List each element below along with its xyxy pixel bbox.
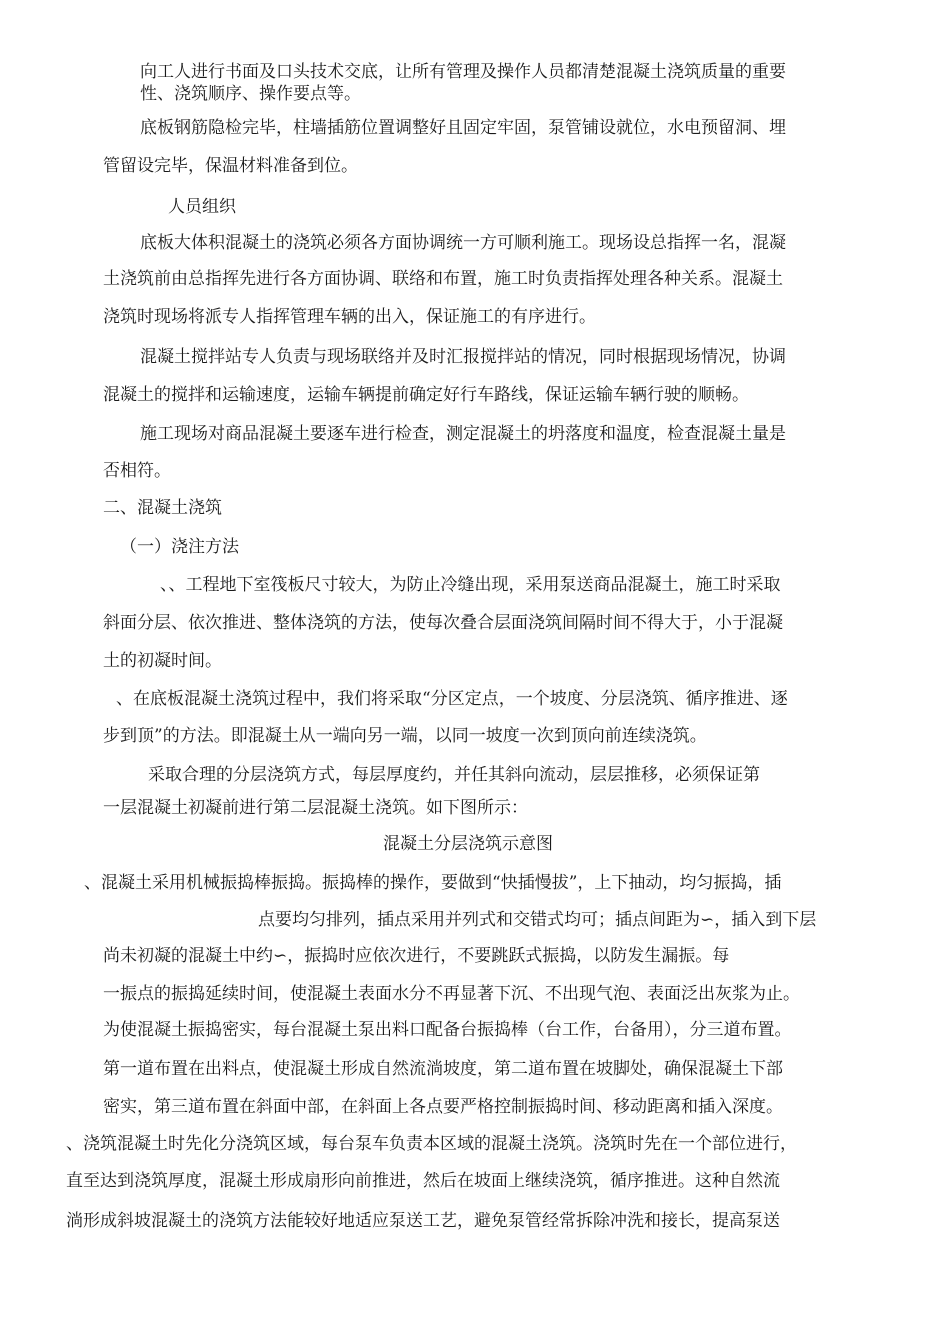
paragraph-line: 为使混凝土振捣密实，每台混凝土泵出料口配备台振捣棒（台工作，台备用），分三道布置。 bbox=[103, 1020, 792, 1040]
paragraph-line: 直至达到浇筑厚度，混凝土形成扇形向前推进，然后在坡面上继续浇筑，循序推进。这种自然流 bbox=[66, 1171, 780, 1191]
subsection-heading: （一）浇注方法 bbox=[120, 537, 239, 557]
paragraph-line: 淌形成斜坡混凝土的浇筑方法能较好地适应泵送工艺，避免泵管经常拆除冲洗和接长，提高泵送 bbox=[66, 1211, 780, 1231]
paragraph-line: 、、工程地下室筏板尺寸较大，为防止冷缝出现，采用泵送商品混凝土，施工时采取 bbox=[160, 575, 781, 595]
paragraph-line: 一层混凝土初凝前进行第二层混凝土浇筑。如下图所示： bbox=[103, 798, 528, 818]
section-heading: 二、混凝土浇筑 bbox=[103, 498, 222, 518]
paragraph-line: 否相符。 bbox=[103, 461, 171, 481]
paragraph-line: 混凝土搅拌站专人负责与现场联络并及时汇报搅拌站的情况，同时根据现场情况，协调 bbox=[140, 347, 786, 367]
paragraph-line: 一振点的振捣延续时间，使混凝土表面水分不再显著下沉、不出现气泡、表面泛出灰浆为止。 bbox=[103, 984, 800, 1004]
paragraph-line: 、浇筑混凝土时先化分浇筑区域，每台泵车负责本区域的混凝土浇筑。浇筑时先在一个部位进行， bbox=[66, 1134, 797, 1154]
paragraph-line: 密实，第三道布置在斜面中部，在斜面上各点要严格控制振捣时间、移动距离和插入深度。 bbox=[103, 1097, 783, 1117]
paragraph-line: 底板钢筋隐检完毕，柱墙插筋位置调整好且固定牢固，泵管铺设就位，水电预留洞、埋 bbox=[140, 118, 786, 138]
paragraph-line: 、在底板混凝土浇筑过程中，我们将采取“分区定点，一个坡度、分层浇筑、循序推进、逐 bbox=[116, 689, 788, 709]
figure-caption: 混凝土分层浇筑示意图 bbox=[383, 834, 553, 854]
paragraph-line: 浇筑时现场将派专人指挥管理车辆的出入，保证施工的有序进行。 bbox=[103, 307, 596, 327]
paragraph-line: 混凝土的搅拌和运输速度，运输车辆提前确定好行车路线，保证运输车辆行驶的顺畅。 bbox=[103, 385, 749, 405]
paragraph-line: 第一道布置在出料点，使混凝土形成自然流淌坡度，第二道布置在坡脚处，确保混凝土下部 bbox=[103, 1059, 783, 1079]
paragraph-line: 步到顶”的方法。即混凝土从一端向另一端，以同一坡度一次到顶向前连续浇筑。 bbox=[103, 726, 707, 746]
paragraph-line: 采取合理的分层浇筑方式，每层厚度约，并任其斜向流动，层层推移，必须保证第 bbox=[148, 765, 760, 785]
paragraph-line: 向工人进行书面及口头技术交底，让所有管理及操作人员都清楚混凝土浇筑质量的重要 bbox=[140, 62, 786, 82]
paragraph-line: 底板大体积混凝土的浇筑必须各方面协调统一方可顺利施工。现场设总指挥一名，混凝 bbox=[140, 233, 786, 253]
paragraph-line: 施工现场对商品混凝土要逐车进行检查，测定混凝土的坍落度和温度，检查混凝土量是 bbox=[140, 424, 786, 444]
paragraph-line: 管留设完毕，保温材料准备到位。 bbox=[103, 156, 358, 176]
paragraph-line: 土浇筑前由总指挥先进行各方面协调、联络和布置，施工时负责指挥处理各种关系。混凝土 bbox=[103, 269, 783, 289]
paragraph-line: 土的初凝时间。 bbox=[103, 651, 222, 671]
paragraph-line: 性、浇筑顺序、操作要点等。 bbox=[140, 84, 361, 104]
paragraph-line: 斜面分层、依次推进、整体浇筑的方法，使每次叠合层面浇筑间隔时间不得大于，小于混凝 bbox=[103, 613, 783, 633]
section-heading: 人员组织 bbox=[168, 197, 236, 217]
paragraph-line: 尚未初凝的混凝土中约∽，振捣时应依次进行，不要跳跃式振捣，以防发生漏振。每 bbox=[103, 946, 730, 966]
paragraph-line: 点要均匀排列，插点采用并列式和交错式均可；插点间距为∽，插入到下层 bbox=[258, 910, 817, 930]
paragraph-line: 、混凝土采用机械振捣棒振捣。振捣棒的操作，要做到“快插慢拔”，上下抽动，均匀振捣，插 bbox=[84, 873, 782, 893]
